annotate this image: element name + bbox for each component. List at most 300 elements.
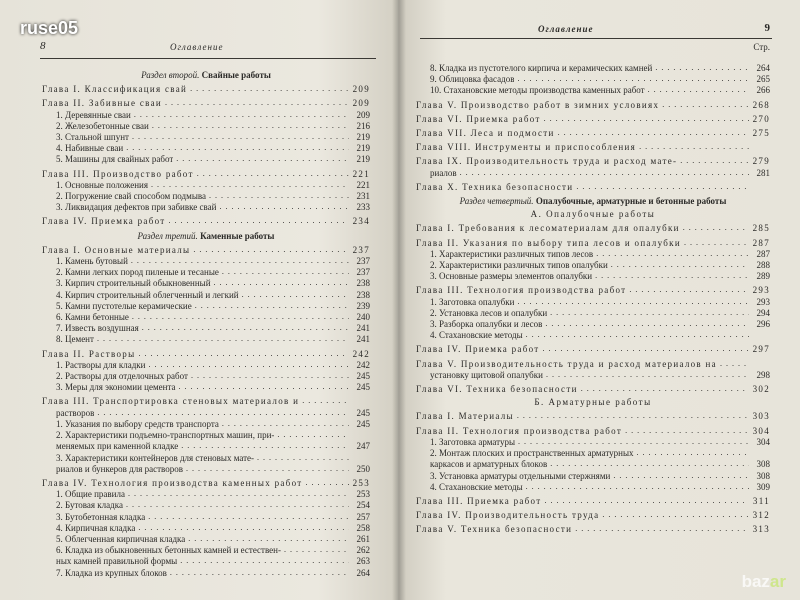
toc-entry <box>416 425 770 436</box>
toc-entry-title: Глава I. Требования к лесоматериалам для опалубки <box>416 223 680 234</box>
toc-entry-title: Глава VI. Приемка работ <box>416 113 541 124</box>
toc-entry <box>42 395 370 406</box>
toc-entry <box>42 407 370 418</box>
toc-entry <box>416 481 770 492</box>
toc-leader-dots <box>637 447 749 458</box>
toc-entry <box>416 458 770 469</box>
toc-entry <box>416 318 770 329</box>
left-page <box>0 0 398 600</box>
toc-entry <box>416 436 770 447</box>
toc-page-number: 275 <box>752 128 770 139</box>
toc-page-number: 294 <box>756 307 770 318</box>
toc-page-number: 254 <box>356 500 370 511</box>
toc-entry <box>42 255 370 266</box>
toc-leader-dots <box>134 109 349 120</box>
toc-entry-title: 2. Растворы для отделочных работ <box>56 371 188 382</box>
toc-entry <box>416 141 770 152</box>
toc-page-number: 216 <box>356 120 370 131</box>
toc-page-number: 253 <box>356 489 370 500</box>
toc-page-number: 240 <box>356 312 370 323</box>
toc-leader-dots <box>526 329 749 340</box>
toc-leader-dots <box>595 270 749 281</box>
toc-entry <box>42 381 370 392</box>
toc-subsection-heading: Б. Арматурные работы <box>534 397 652 408</box>
toc-entry <box>416 495 770 506</box>
toc-page-number: 238 <box>356 278 370 289</box>
toc-entry-title: риалов <box>430 167 457 178</box>
toc-entry <box>416 284 770 295</box>
toc-page-number: 287 <box>756 248 770 259</box>
toc-entry <box>42 311 370 322</box>
right-page <box>398 0 800 600</box>
toc-leader-dots <box>151 179 349 190</box>
toc-leader-dots <box>128 488 349 499</box>
toc-leader-dots <box>165 97 349 108</box>
toc-entry-title: 2. Монтаж плоских и пространственных арматурных <box>430 448 634 459</box>
toc-page-number: 298 <box>756 369 770 380</box>
watermark-brand-b: ar <box>769 572 786 591</box>
toc-entry-title: Глава III. Приемка работ <box>416 495 542 506</box>
toc-entry <box>42 244 370 255</box>
toc-page-number: 239 <box>356 300 370 311</box>
toc-entry <box>42 533 370 544</box>
toc-leader-dots <box>186 463 349 474</box>
right-running-title: Оглавление <box>538 24 594 34</box>
toc-entry-title: 4. Набивные сваи <box>56 143 124 154</box>
watermark-site: ruse05 <box>20 18 79 38</box>
toc-entry-title: 1. Общие правила <box>56 489 125 500</box>
toc-entry-title: Глава VI. Техника безопасности <box>416 384 578 395</box>
toc-leader-dots <box>222 418 349 429</box>
toc-entry-title: 1. Основные положения <box>56 179 148 190</box>
toc-entry <box>416 509 770 520</box>
toc-entry-title: 3. Основные размеры элементов опалубки <box>430 271 593 282</box>
toc-page-number: 257 <box>356 511 370 522</box>
toc-entry-title: 3. Бутобетонная кладка <box>56 511 146 522</box>
toc-entry-title: Глава III. Технология производства работ <box>416 285 627 296</box>
toc-entry-title: 2. Бутовая кладка <box>56 500 123 511</box>
toc-leader-dots <box>284 544 349 555</box>
toc-page-number: 264 <box>356 567 370 578</box>
toc-entry <box>42 522 370 533</box>
toc-entry-title: 4. Кирпичная кладка <box>56 522 136 533</box>
toc-leader-dots <box>132 311 349 322</box>
toc-leader-dots <box>209 190 349 201</box>
toc-page-number: 237 <box>356 267 370 278</box>
toc-entry <box>42 418 370 429</box>
toc-entry <box>42 511 370 522</box>
toc-page-number: 302 <box>752 384 770 395</box>
toc-entry-title: 3. Установка арматуры отдельными стержнями <box>430 470 611 481</box>
toc-entry <box>42 83 370 94</box>
toc-entry <box>416 329 770 340</box>
toc-entry <box>416 343 770 354</box>
toc-page-number: 241 <box>356 334 370 345</box>
toc-entry-title: меняемых при каменной кладке <box>56 441 179 452</box>
toc-entry <box>416 259 770 270</box>
toc-leader-dots <box>138 348 349 359</box>
page-column-header: Стр. <box>753 42 770 52</box>
toc-leader-dots <box>222 266 349 277</box>
toc-leader-dots <box>195 300 349 311</box>
toc-entry-title: 1. Заготовка опалубки <box>430 296 515 307</box>
toc-page-number: 238 <box>356 289 370 300</box>
toc-leader-dots <box>257 452 349 463</box>
toc-entry-title: ных камней правильной формы <box>56 556 178 567</box>
toc-page-number: 261 <box>356 533 370 544</box>
toc-page-number: 289 <box>756 271 770 282</box>
toc-entry-title: Глава VIII. Инструменты и приспособления <box>416 142 637 153</box>
toc-entry-title: Глава II. Забивные сваи <box>42 98 162 109</box>
toc-entry <box>416 237 770 248</box>
toc-entry <box>42 153 370 164</box>
toc-leader-dots <box>544 113 749 124</box>
toc-page-number: 263 <box>356 556 370 567</box>
toc-entry <box>416 447 770 458</box>
toc-entry <box>42 452 370 463</box>
toc-leader-dots <box>546 369 749 380</box>
toc-leader-dots <box>625 425 749 436</box>
toc-entry-title: Глава IV. Приемка работ <box>416 344 540 355</box>
toc-entry <box>42 333 370 344</box>
toc-entry-title: 1. Указания по выбору средств транспорта <box>56 418 219 429</box>
toc-leader-dots <box>683 222 749 233</box>
toc-page-number: 242 <box>352 348 370 359</box>
toc-page-number: 231 <box>356 191 370 202</box>
toc-entry <box>42 348 370 359</box>
toc-entry <box>416 155 770 166</box>
toc-entry <box>416 62 770 73</box>
toc-page-number: 258 <box>356 522 370 533</box>
toc-page-number: 262 <box>356 545 370 556</box>
toc-leader-dots <box>170 567 349 578</box>
left-toc <box>42 70 370 578</box>
toc-entry <box>42 201 370 212</box>
left-running-title: Оглавление <box>170 42 224 52</box>
toc-leader-dots <box>126 142 349 153</box>
toc-entry-title: Глава II. Растворы <box>42 348 136 359</box>
toc-leader-dots <box>517 73 749 84</box>
toc-entry <box>42 477 370 488</box>
toc-leader-dots <box>543 343 750 354</box>
toc-leader-dots <box>518 436 749 447</box>
toc-entry-title: 3. Разборка опалубки и лесов <box>430 319 543 330</box>
toc-page-number: 297 <box>752 344 770 355</box>
right-header-rule <box>420 38 772 39</box>
toc-entry-title: Глава VII. Леса и подмости <box>416 128 555 139</box>
toc-page-number: 311 <box>752 495 770 506</box>
toc-entry-title: установку щитовой опалубки <box>430 369 543 380</box>
toc-entry <box>42 266 370 277</box>
toc-entry <box>42 488 370 499</box>
toc-entry <box>416 181 770 192</box>
toc-page-number: 253 <box>352 477 370 488</box>
toc-entry <box>416 470 770 481</box>
toc-entry <box>42 322 370 333</box>
watermark-brand <box>742 572 786 592</box>
toc-page-number: 221 <box>356 179 370 190</box>
toc-entry <box>42 120 370 131</box>
toc-page-number: 237 <box>356 256 370 267</box>
toc-subsection-heading: А. Опалубочные работы <box>530 209 656 220</box>
toc-page-number: 293 <box>756 296 770 307</box>
toc-entry <box>42 544 370 555</box>
toc-leader-dots <box>576 181 749 192</box>
toc-page-number: 237 <box>352 244 370 255</box>
toc-page-number: 219 <box>356 154 370 165</box>
toc-leader-dots <box>97 333 349 344</box>
toc-leader-dots <box>169 215 350 226</box>
toc-page-number: 303 <box>752 411 770 422</box>
toc-entry <box>416 127 770 138</box>
toc-leader-dots <box>648 84 749 95</box>
toc-leader-dots <box>544 495 749 506</box>
toc-entry <box>416 84 770 95</box>
toc-section-heading <box>42 70 370 80</box>
toc-entry <box>42 97 370 108</box>
toc-leader-dots <box>558 127 749 138</box>
toc-leader-dots <box>97 407 349 418</box>
toc-leader-dots <box>526 481 749 492</box>
toc-page-number: 266 <box>756 85 770 96</box>
toc-leader-dots <box>517 296 749 307</box>
toc-leader-dots <box>219 201 349 212</box>
toc-entry <box>42 289 370 300</box>
toc-entry <box>416 523 770 534</box>
toc-page-number: 234 <box>352 216 370 227</box>
toc-entry-title: Глава I. Материалы <box>416 411 514 422</box>
toc-entry-title: Глава IV. Технология производства каменных работ <box>42 477 303 488</box>
toc-entry-title: 1. Деревянные сваи <box>56 109 131 120</box>
toc-leader-dots <box>639 141 749 152</box>
toc-entry <box>42 131 370 142</box>
toc-leader-dots <box>575 523 749 534</box>
toc-entry-title: 8. Цемент <box>56 334 94 345</box>
toc-entry-title: 1. Заготовка арматуры <box>430 436 516 447</box>
toc-leader-dots <box>581 383 749 394</box>
toc-entry <box>42 359 370 370</box>
toc-entry <box>42 142 370 153</box>
toc-entry-title: 6. Кладка из обыкновенных бетонных камней и естествен- <box>56 545 281 556</box>
toc-leader-dots <box>550 458 749 469</box>
toc-leader-dots <box>242 289 349 300</box>
toc-entry-title: 3. Кирпич строительный обыкновенный <box>56 278 211 289</box>
toc-entry-title: риалов и бункеров для растворов <box>56 463 183 474</box>
toc-entry-title: 9. Облицовка фасадов <box>430 74 515 85</box>
toc-entry <box>416 99 770 110</box>
toc-entry-title: 1. Растворы для кладки <box>56 359 146 370</box>
toc-entry <box>42 300 370 311</box>
toc-entry-title: 4. Кирпич строительный облегченный и легкий <box>56 289 239 300</box>
toc-entry-title: 8. Кладка из пустотелого кирпича и керамических камней <box>430 63 653 73</box>
toc-entry-title: Глава III. Транспортировка стеновых материалов и <box>42 396 300 407</box>
toc-page-number: 313 <box>752 524 770 535</box>
toc-entry <box>42 567 370 578</box>
toc-entry-title: Глава IV. Приемка работ <box>42 216 166 227</box>
toc-leader-dots <box>684 237 749 248</box>
toc-entry <box>416 222 770 233</box>
toc-entry <box>42 429 370 440</box>
toc-entry-title: 1. Характеристики различных типов лесов <box>430 248 594 259</box>
toc-entry <box>416 358 770 369</box>
toc-entry <box>416 73 770 84</box>
toc-entry-title: 4. Стахановские методы <box>430 330 523 341</box>
toc-leader-dots <box>611 259 749 270</box>
toc-entry-title: Глава II. Указания по выбору типа лесов и опалубки <box>416 237 681 248</box>
toc-entry-title: Глава I. Основные материалы <box>42 244 191 255</box>
toc-page-number: 308 <box>756 459 770 470</box>
toc-entry-title: 2. Характеристики подъемно-транспортных машин, при- <box>56 430 275 441</box>
toc-entry-title: Глава II. Технология производства работ <box>416 425 623 436</box>
toc-page-number: 304 <box>752 425 770 436</box>
toc-entry-title: Глава V. Производительность труда и расход материалов на <box>416 358 717 369</box>
toc-page-number: 268 <box>752 99 770 110</box>
toc-entry <box>416 296 770 307</box>
toc-entry-title: Глава IX. Производительность труда и расход мате- <box>416 156 678 167</box>
toc-leader-dots <box>596 248 749 259</box>
toc-entry-title: 2. Погружение свай способом подмыва <box>56 191 206 202</box>
toc-leader-dots <box>302 395 349 406</box>
toc-leader-dots <box>655 62 749 73</box>
toc-leader-dots <box>277 429 349 440</box>
toc-page-number: 245 <box>356 382 370 393</box>
toc-page-number: 281 <box>756 167 770 178</box>
section-title: Свайные работы <box>201 70 271 80</box>
toc-entry <box>42 440 370 451</box>
toc-page-number: 293 <box>752 285 770 296</box>
toc-page-number: 265 <box>756 74 770 85</box>
toc-entry <box>42 179 370 190</box>
section-title: Каменные работы <box>200 230 275 241</box>
toc-entry <box>416 410 770 421</box>
toc-leader-dots <box>191 370 349 381</box>
toc-leader-dots <box>148 511 349 522</box>
toc-entry <box>416 307 770 318</box>
toc-page-number: 270 <box>752 113 770 124</box>
toc-entry-title: 10. Стахановские методы производства каменных работ <box>430 85 645 96</box>
toc-leader-dots <box>152 120 349 131</box>
toc-leader-dots <box>193 244 349 255</box>
toc-page-number: 285 <box>752 223 770 234</box>
toc-page-number: 219 <box>356 132 370 143</box>
toc-leader-dots <box>613 470 749 481</box>
toc-page-number: 309 <box>756 481 770 492</box>
toc-page-number: 209 <box>352 98 370 109</box>
toc-leader-dots <box>602 509 749 520</box>
toc-page-number: 209 <box>356 109 370 120</box>
right-toc <box>416 62 770 535</box>
toc-entry <box>42 215 370 226</box>
toc-page-number: 304 <box>756 436 770 447</box>
toc-entry <box>416 270 770 281</box>
section-label: Раздел третий. <box>137 230 198 241</box>
toc-entry <box>42 499 370 510</box>
toc-leader-dots <box>142 322 349 333</box>
toc-entry-title: Глава X. Техника безопасности <box>416 181 574 192</box>
left-header-rule <box>40 58 376 59</box>
toc-leader-dots <box>188 533 349 544</box>
right-page-number: 9 <box>764 22 770 34</box>
toc-leader-dots <box>132 131 349 142</box>
toc-leader-dots <box>197 168 349 179</box>
toc-page-number: 312 <box>752 510 770 521</box>
toc-page-number: 245 <box>356 407 370 418</box>
toc-entry <box>416 248 770 259</box>
toc-leader-dots <box>190 83 349 94</box>
watermark-brand-a: baz <box>741 572 770 591</box>
toc-entry-title: 6. Камни бетонные <box>56 312 129 323</box>
toc-leader-dots <box>662 99 749 110</box>
toc-leader-dots <box>131 255 349 266</box>
toc-entry-title: каркасов и арматурных блоков <box>430 459 548 470</box>
toc-entry-title: Глава V. Производство работ в зимних условиях <box>416 99 660 110</box>
toc-page-number: 219 <box>356 143 370 154</box>
toc-leader-dots <box>550 307 749 318</box>
toc-leader-dots <box>305 477 349 488</box>
toc-page-number: 264 <box>756 63 770 73</box>
toc-entry <box>416 383 770 394</box>
toc-entry-title: Глава I. Классификация свай <box>42 84 188 95</box>
toc-page-number: 288 <box>756 260 770 271</box>
toc-entry-title: 2. Характеристики различных типов опалубки <box>430 260 608 271</box>
toc-page-number: 296 <box>756 319 770 330</box>
toc-entry <box>42 190 370 201</box>
toc-page-number: 209 <box>352 84 370 95</box>
toc-page-number: 245 <box>356 418 370 429</box>
toc-page-number: 279 <box>752 156 770 167</box>
toc-entry-title: Глава V. Техника безопасности <box>416 524 573 535</box>
toc-page-number: 242 <box>356 359 370 370</box>
toc-entry-title: 3. Характеристики контейнеров для стеновых мате- <box>56 452 255 463</box>
toc-entry <box>42 463 370 474</box>
toc-leader-dots <box>138 522 349 533</box>
section-label: Раздел четвертый. <box>459 196 534 207</box>
section-label: Раздел второй. <box>141 70 200 80</box>
toc-entry <box>416 369 770 380</box>
toc-entry-title: 3. Стальной шпунт <box>56 132 129 143</box>
toc-leader-dots <box>460 167 749 178</box>
toc-entry-title: Глава III. Производство работ <box>42 168 194 179</box>
left-page-number: 8 <box>40 40 46 52</box>
toc-leader-dots <box>126 499 349 510</box>
toc-entry-title: 3. Меры для экономии цемента <box>56 382 176 393</box>
toc-entry-title: 4. Стахановские методы <box>430 481 523 492</box>
toc-entry-title: 5. Машины для свайных работ <box>56 154 174 165</box>
toc-entry-title: 3. Ликвидация дефектов при забивке свай <box>56 202 217 213</box>
toc-page-number: 245 <box>356 371 370 382</box>
toc-entry-title: 7. Кладка из крупных блоков <box>56 567 167 578</box>
toc-section-heading <box>416 196 770 206</box>
toc-leader-dots <box>680 155 749 166</box>
toc-page-number: 233 <box>356 202 370 213</box>
toc-page-number: 241 <box>356 323 370 334</box>
toc-entry-title: 2. Железобетонные сваи <box>56 120 149 131</box>
toc-entry-title: Глава IV. Производительность труда <box>416 510 600 521</box>
toc-page-number: 308 <box>756 470 770 481</box>
toc-entry-title: 7. Известь воздушная <box>56 323 139 334</box>
toc-leader-dots <box>545 318 749 329</box>
toc-entry <box>42 168 370 179</box>
toc-leader-dots <box>517 410 749 421</box>
toc-entry <box>42 277 370 288</box>
toc-leader-dots <box>179 381 350 392</box>
toc-entry-title: 2. Камни легких пород пиленые и тесаные <box>56 267 219 278</box>
toc-section-heading <box>42 231 370 241</box>
toc-entry-title: 2. Установка лесов и опалубки <box>430 307 548 318</box>
toc-page-number: 247 <box>356 441 370 452</box>
toc-entry <box>42 370 370 381</box>
toc-leader-dots <box>180 555 349 566</box>
